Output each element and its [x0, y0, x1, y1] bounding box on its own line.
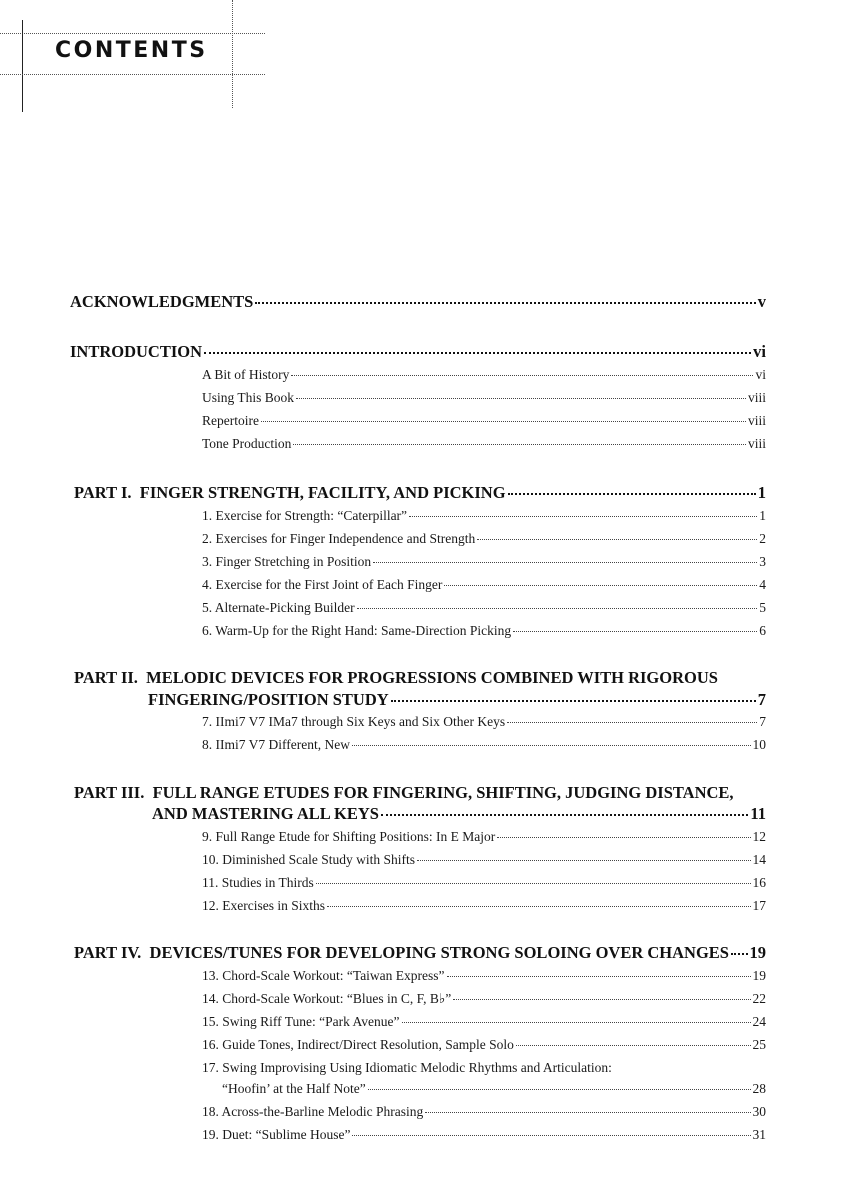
dot-leader — [316, 883, 751, 884]
page-number: 16 — [752, 875, 766, 890]
toc-entry[interactable] — [202, 1104, 766, 1120]
toc-section-part-3[interactable] — [152, 804, 766, 824]
dot-leader — [368, 1089, 751, 1090]
section-title-line-1[interactable]: PART III. FULL RANGE ETUDES FOR FINGERING, SHIFTING, JUDGING DISTANCE, — [74, 783, 734, 802]
dot-leader — [444, 585, 757, 586]
page-number: vi — [755, 367, 766, 382]
dot-leader — [402, 1022, 751, 1023]
page-number: 4 — [759, 577, 766, 592]
entry-label: 15. Swing Riff Tune: “Park Avenue” — [202, 1014, 400, 1029]
page-title: CONTENTS — [55, 38, 208, 63]
dot-leader — [352, 1135, 750, 1136]
toc-entry[interactable] — [202, 531, 766, 547]
page-number: 7 — [759, 714, 766, 729]
dot-leader — [373, 562, 757, 563]
toc-entry[interactable] — [202, 577, 766, 593]
toc-entry[interactable] — [202, 508, 766, 524]
page-number: 19 — [752, 968, 766, 983]
toc-entry[interactable] — [222, 1081, 766, 1097]
page-number: viii — [747, 413, 766, 428]
toc-entry[interactable] — [202, 600, 766, 616]
entry-label: 8. IImi7 V7 Different, New — [202, 737, 350, 752]
dot-leader — [255, 302, 755, 304]
dot-leader — [409, 516, 757, 517]
entry-label: 16. Guide Tones, Indirect/Direct Resolution, Sample Solo — [202, 1037, 514, 1052]
toc-entry[interactable] — [202, 436, 766, 452]
entry-label-line-1[interactable]: 17. Swing Improvising Using Idiomatic Melodic Rhythms and Articulation: — [202, 1060, 612, 1075]
page-number: 28 — [752, 1081, 766, 1096]
entry-label: Repertoire — [202, 413, 259, 428]
entry-label: 12. Exercises in Sixths — [202, 898, 325, 913]
dot-leader — [447, 976, 751, 977]
toc-entry[interactable] — [202, 1014, 766, 1030]
page-number: vi — [753, 342, 766, 361]
section-title: PART I. FINGER STRENGTH, FACILITY, AND PICKING — [74, 483, 506, 502]
dot-leader — [381, 814, 748, 816]
page-number: 6 — [759, 623, 766, 638]
entry-label-line-2: “Hoofin’ at the Half Note” — [222, 1081, 366, 1096]
page-number: 3 — [759, 554, 766, 569]
page-number: 25 — [752, 1037, 766, 1052]
entry-label: Tone Production — [202, 436, 292, 451]
section-title: PART IV. DEVICES/TUNES FOR DEVELOPING STRONG SOLOING OVER CHANGES — [74, 943, 729, 962]
entry-label: 1. Exercise for Strength: “Caterpillar” — [202, 508, 408, 523]
dot-leader — [417, 860, 750, 861]
page-number: 12 — [752, 829, 766, 844]
toc-section-part-4[interactable] — [74, 943, 766, 963]
page-number: 14 — [752, 852, 766, 867]
dot-leader — [453, 999, 750, 1000]
dot-leader — [425, 1112, 750, 1113]
dot-leader — [477, 539, 757, 540]
dot-leader — [731, 953, 748, 955]
toc-section-acknowledgments[interactable] — [70, 292, 766, 312]
toc-section-part-2[interactable] — [148, 690, 766, 710]
page-number: 31 — [752, 1127, 766, 1142]
page-number: viii — [747, 390, 766, 405]
entry-label: 9. Full Range Etude for Shifting Positions: In E Major — [202, 829, 496, 844]
toc-entry[interactable] — [202, 413, 766, 429]
entry-label: 18. Across-the-Barline Melodic Phrasing — [202, 1104, 424, 1119]
toc-entry[interactable] — [202, 623, 766, 639]
page-number: 19 — [749, 943, 766, 962]
page-number: 30 — [752, 1104, 766, 1119]
entry-label: 2. Exercises for Finger Independence and Strength — [202, 531, 476, 546]
dot-leader — [352, 745, 751, 746]
toc-entry[interactable] — [202, 714, 766, 730]
dot-leader — [391, 700, 756, 702]
dot-leader — [261, 421, 746, 422]
dot-leader — [516, 1045, 751, 1046]
dot-leader — [293, 444, 746, 445]
entry-label: 6. Warm-Up for the Right Hand: Same-Direction Picking — [202, 623, 512, 638]
page-number: 22 — [752, 991, 766, 1006]
crop-mark-left-v — [22, 20, 23, 112]
entry-label: 19. Duet: “Sublime House” — [202, 1127, 351, 1142]
page-number: 24 — [752, 1014, 766, 1029]
toc-entry[interactable] — [202, 829, 766, 845]
toc-entry[interactable] — [202, 852, 766, 868]
toc-entry[interactable] — [202, 898, 766, 914]
page-number: v — [757, 292, 766, 311]
toc-section-part-1[interactable] — [74, 483, 766, 503]
toc-entry[interactable] — [202, 367, 766, 383]
entry-label: 5. Alternate-Picking Builder — [202, 600, 355, 615]
page-number: 11 — [750, 804, 766, 823]
toc-entry[interactable] — [202, 554, 766, 570]
page-number: 17 — [752, 898, 766, 913]
dot-leader — [296, 398, 746, 399]
page-number: 5 — [759, 600, 766, 615]
section-title-line-2: FINGERING/POSITION STUDY — [148, 690, 389, 709]
page-number: 1 — [757, 483, 766, 502]
toc-entry[interactable] — [202, 1127, 766, 1143]
entry-label: 11. Studies in Thirds — [202, 875, 314, 890]
toc-entry[interactable] — [202, 968, 766, 984]
crop-mark-bottom-h — [0, 74, 265, 75]
entry-label: Using This Book — [202, 390, 295, 405]
entry-label: 14. Chord-Scale Workout: “Blues in C, F, B♭” — [202, 991, 452, 1006]
page-number: 1 — [759, 508, 766, 523]
section-title-line-1[interactable]: PART II. MELODIC DEVICES FOR PROGRESSIONS COMBINED WITH RIGOROUS — [74, 668, 718, 687]
toc-entry[interactable] — [202, 390, 766, 406]
entry-label: 10. Diminished Scale Study with Shifts — [202, 852, 416, 867]
entry-label: 4. Exercise for the First Joint of Each Finger — [202, 577, 443, 592]
crop-mark-top-left-h — [0, 33, 265, 34]
entry-label: 7. IImi7 V7 IMa7 through Six Keys and Six Other Keys — [202, 714, 506, 729]
toc-entry[interactable] — [202, 1037, 766, 1053]
page-number: 2 — [759, 531, 766, 546]
crop-mark-right-v — [232, 0, 233, 108]
page-number: 10 — [752, 737, 766, 752]
dot-leader — [497, 837, 750, 838]
toc-entry[interactable] — [202, 737, 766, 753]
toc-entry[interactable] — [202, 991, 766, 1007]
section-title-line-2: AND MASTERING ALL KEYS — [152, 804, 379, 823]
toc-entry[interactable] — [202, 875, 766, 891]
dot-leader — [204, 352, 751, 354]
dot-leader — [507, 722, 757, 723]
dot-leader — [327, 906, 751, 907]
page-number: viii — [747, 436, 766, 451]
entry-label: A Bit of History — [202, 367, 290, 382]
section-title: INTRODUCTION — [70, 342, 203, 361]
toc-section-introduction[interactable] — [70, 342, 766, 362]
dot-leader — [291, 375, 753, 376]
page-number: 7 — [757, 690, 766, 709]
dot-leader — [508, 493, 756, 495]
section-title: ACKNOWLEDGMENTS — [70, 292, 254, 311]
entry-label: 3. Finger Stretching in Position — [202, 554, 372, 569]
dot-leader — [357, 608, 758, 609]
dot-leader — [513, 631, 757, 632]
entry-label: 13. Chord-Scale Workout: “Taiwan Express” — [202, 968, 445, 983]
